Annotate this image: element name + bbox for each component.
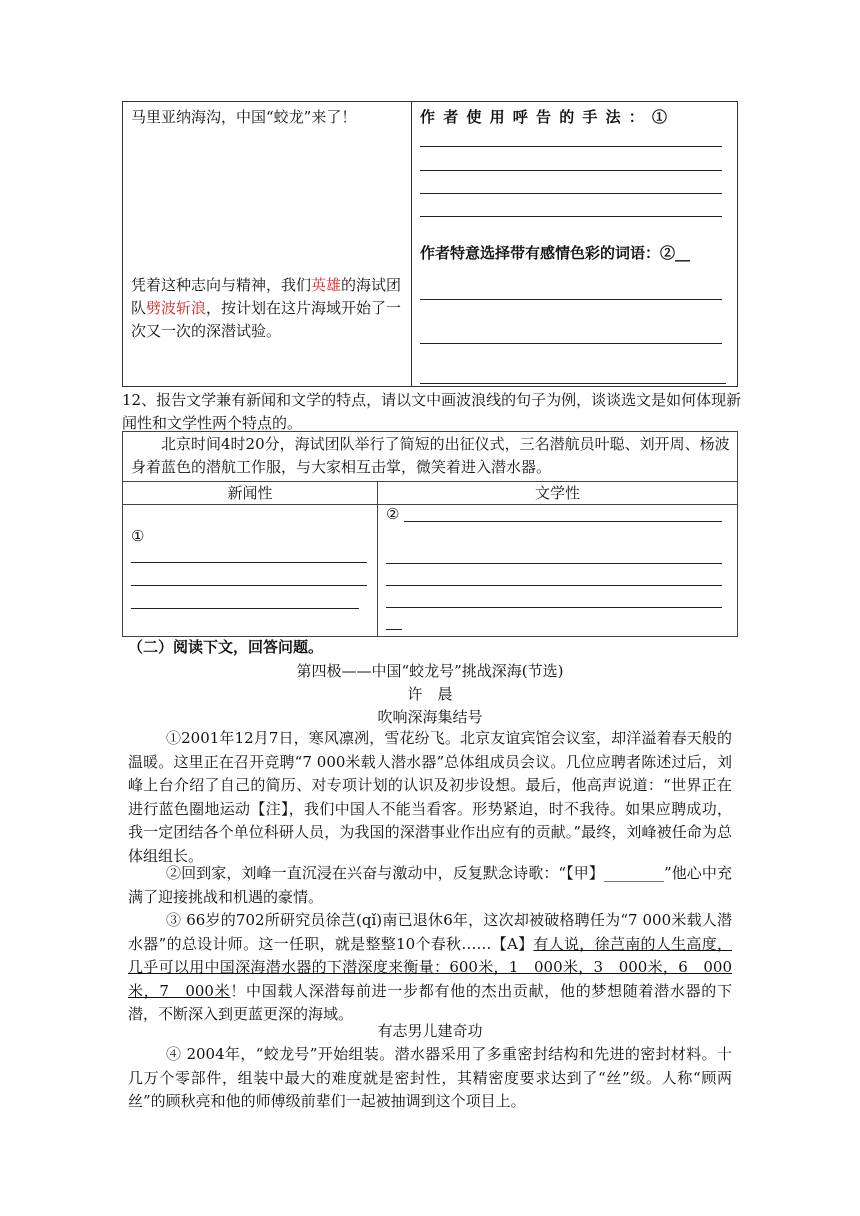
answer-line[interactable] [420, 193, 722, 194]
marker-2: ② [386, 505, 400, 523]
passage-top: 马里亚纳海沟，中国“蛟龙”来了！ [131, 108, 357, 126]
passage-bottom: 凭着这种志向与精神，我们英雄的海试团队劈波斩浪，按计划在这片海域开始了一次又一次的深潜试验。 [131, 276, 402, 340]
underlined-sentence-a: 有人说，徐芑南的人生高度，几乎可以用中国深海潜水器的下潜深度来衡量：600米，1 000米，3 000米，6 000米，7 000米 [128, 934, 732, 1000]
answer-line[interactable] [386, 629, 402, 630]
section-heading: （二）阅读下文，回答问题。 [128, 638, 324, 656]
answer-line[interactable] [404, 521, 722, 522]
marker-1: ① [131, 527, 145, 545]
answer-line[interactable] [386, 563, 722, 564]
answer-table-1 [122, 101, 738, 387]
answer-line[interactable] [420, 216, 722, 217]
answer-line[interactable] [386, 585, 722, 586]
red-word-1: 英雄 [311, 276, 342, 294]
answer-line[interactable] [420, 170, 722, 171]
answer-line[interactable] [420, 299, 722, 300]
answer-line[interactable] [420, 383, 726, 384]
paragraph-1: ①2001年12月7日，寒风凛冽，雪花纷飞。北京友谊宾馆会议室，却洋溢着春天般的温暖。这里正在召开竞聘“7 000米载人潜水器”总体组成员会议。几位应聘者陈述过后，刘峰上台介绍了自己的简历、对专项计划的认识及初步设想。最后，他高声说道：“世界正在进行蓝色圈地运动【注】，我们中国人不能当看客。形势紧迫，时不我待。如果应聘成功，我一定团结各个单位科研人员，为我国的深潜事业作出应有的贡献。”最终，刘峰被任命为总体组组长。 [128, 729, 732, 865]
answer-line[interactable] [420, 343, 722, 344]
answer-line[interactable] [386, 607, 722, 608]
literary-answer-cell [378, 505, 738, 637]
subheading-1: 吹响深海集结号 [377, 708, 483, 726]
quote-cell [123, 432, 738, 482]
article-title: 第四极——中国“蛟龙号”挑战深海(节选) [296, 662, 564, 680]
answer-table-2 [122, 431, 738, 637]
answer-cell [412, 102, 738, 387]
answer-line[interactable] [131, 562, 367, 563]
passage-cell [123, 102, 412, 387]
header-news: 新闻性 [123, 482, 378, 505]
answer-line[interactable] [131, 585, 367, 586]
paragraph-2: ②回到家，刘峰一直沉浸在兴奋与激动中，反复默念诗歌：“【甲】________”他心中充满了迎接挑战和机遇的豪情。 [128, 864, 732, 906]
question-12: 12、报告文学兼有新闻和文学的特点，请以文中画波浪线的句子为例，谈谈选文是如何体现新闻性和文学性两个特点的。 [122, 391, 742, 432]
paragraph-3: ③ 66岁的702所研究员徐芑(qǐ)南已退休6年，这次却被破格聘任为“7 000米载人潜水器”的总设计师。这一任职，就是整整10个春秋……【A】有人说，徐芑南的人生高度，几乎可以用中国深海潜水器的下潜深度来衡量：600米，1 000米，3 000米，6 000米，7 000米！中国载人深潜每前进一步都有他的杰出贡献，他的梦想随着潜水器的下潜，不断深入到更蓝更深的海域。 [128, 911, 732, 1024]
news-answer-cell [123, 505, 378, 637]
prompt-apostrophe: 作者使用呼告的手法：① [420, 108, 676, 126]
paragraph-4: ④ 2004年，“蛟龙号”开始组装。潜水器采用了多重密封结构和先进的密封材料。十几万个零部件，组装中最大的难度就是密封性，其精密度要求达到了“丝”级。人称“顾两丝”的顾秋亮和他的师傅级前辈们一起被抽调到这个项目上。 [128, 1045, 732, 1111]
answer-line[interactable] [420, 146, 722, 147]
red-word-2: 劈波斩浪 [146, 299, 207, 317]
article-author: 许 晨 [407, 685, 453, 703]
prompt-emotive-words: 作者特意选择带有感情色彩的词语：②__ [420, 244, 691, 262]
answer-line[interactable] [131, 608, 359, 609]
subheading-2: 有志男儿建奇功 [377, 1022, 483, 1040]
header-literary: 文学性 [378, 482, 738, 505]
quoted-sentence: 北京时间4时20分，海试团队举行了简短的出征仪式，三名潜航员叶聪、刘开周、杨波身着蓝色的潜航工作服，与大家相互击掌，微笑着进入潜水器。 [131, 435, 730, 476]
